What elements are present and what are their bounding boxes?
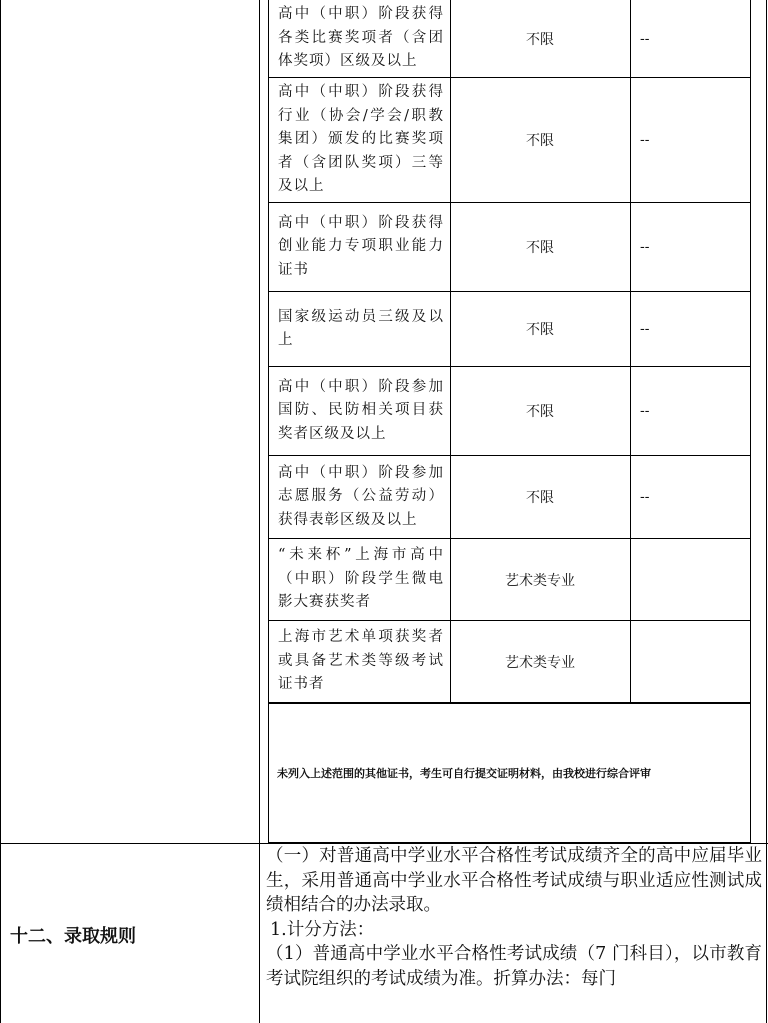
section-body [266, 844, 762, 992]
condition-cell: 国家级运动员三级及以上 [278, 308, 444, 348]
note-cell: -- [640, 489, 650, 505]
condition-cell: 高中（中职）阶段获得行业（协会/学会/职教集团）颁发的比赛奖项者（含团队奖项）三等及以上 [278, 84, 444, 195]
note-cell: -- [640, 132, 650, 148]
major-cell: 艺术类专业 [505, 572, 575, 589]
table-row [268, 367, 751, 456]
admission-paragraph-1: （一）对普通高中学业水平合格性考试成绩齐全的高中应届毕业生，采用普通高中学业水平合格性考试成绩与职业适应性测试成绩相结合的办法录取。 [266, 846, 762, 916]
condition-cell: 高中（中职）阶段获得创业能力专项职业能力证书 [278, 214, 444, 278]
condition-cell: 高中（中职）阶段获得各类比赛奖项者（含团体奖项）区级及以上 [278, 6, 444, 70]
table-row [268, 78, 751, 203]
note-cell: -- [640, 403, 650, 419]
table-row [268, 203, 751, 292]
note-cell: -- [640, 321, 650, 337]
note-cell: -- [640, 30, 650, 47]
table-row [268, 456, 751, 539]
note-cell [630, 621, 751, 702]
table-row [268, 539, 751, 621]
scoring-method-heading: 1.计分方法： [270, 919, 375, 940]
major-cell: 艺术类专业 [505, 654, 575, 671]
table-row [268, 292, 751, 367]
section-title: 十二、录取规则 [10, 926, 136, 947]
condition-cell: 高中（中职）阶段参加国防、民防相关项目获奖者区级及以上 [278, 378, 444, 442]
table-row [268, 0, 751, 78]
condition-cell: “未来杯”上海市高中（中职）阶段学生微电影大赛获奖者 [278, 547, 444, 611]
table-footnote: 未列入上述范围的其他证书，考生可自行提交证明材料，由我校进行综合评审 [268, 703, 751, 843]
note-cell: -- [640, 239, 650, 255]
left-border [0, 0, 1, 1023]
col-divider-main [259, 0, 260, 1023]
major-cell: 不限 [526, 490, 554, 506]
admission-paragraph-3: （1）普通高中学业水平合格性考试成绩（7 门科目），以市教育考试院组织的考试成绩为准。折算办法：每门 [266, 944, 762, 989]
major-cell: 不限 [526, 240, 554, 256]
condition-cell: 高中（中职）阶段参加志愿服务（公益劳动）获得表彰区级及以上 [278, 464, 444, 528]
major-cell: 不限 [526, 322, 554, 338]
major-cell: 不限 [526, 133, 554, 149]
condition-cell: 上海市艺术单项获奖者或具备艺术类等级考试证书者 [278, 629, 444, 693]
table-row [268, 621, 751, 703]
note-cell [630, 539, 751, 620]
right-border [766, 0, 767, 1023]
major-cell: 不限 [526, 404, 554, 420]
major-cell: 不限 [526, 31, 554, 48]
